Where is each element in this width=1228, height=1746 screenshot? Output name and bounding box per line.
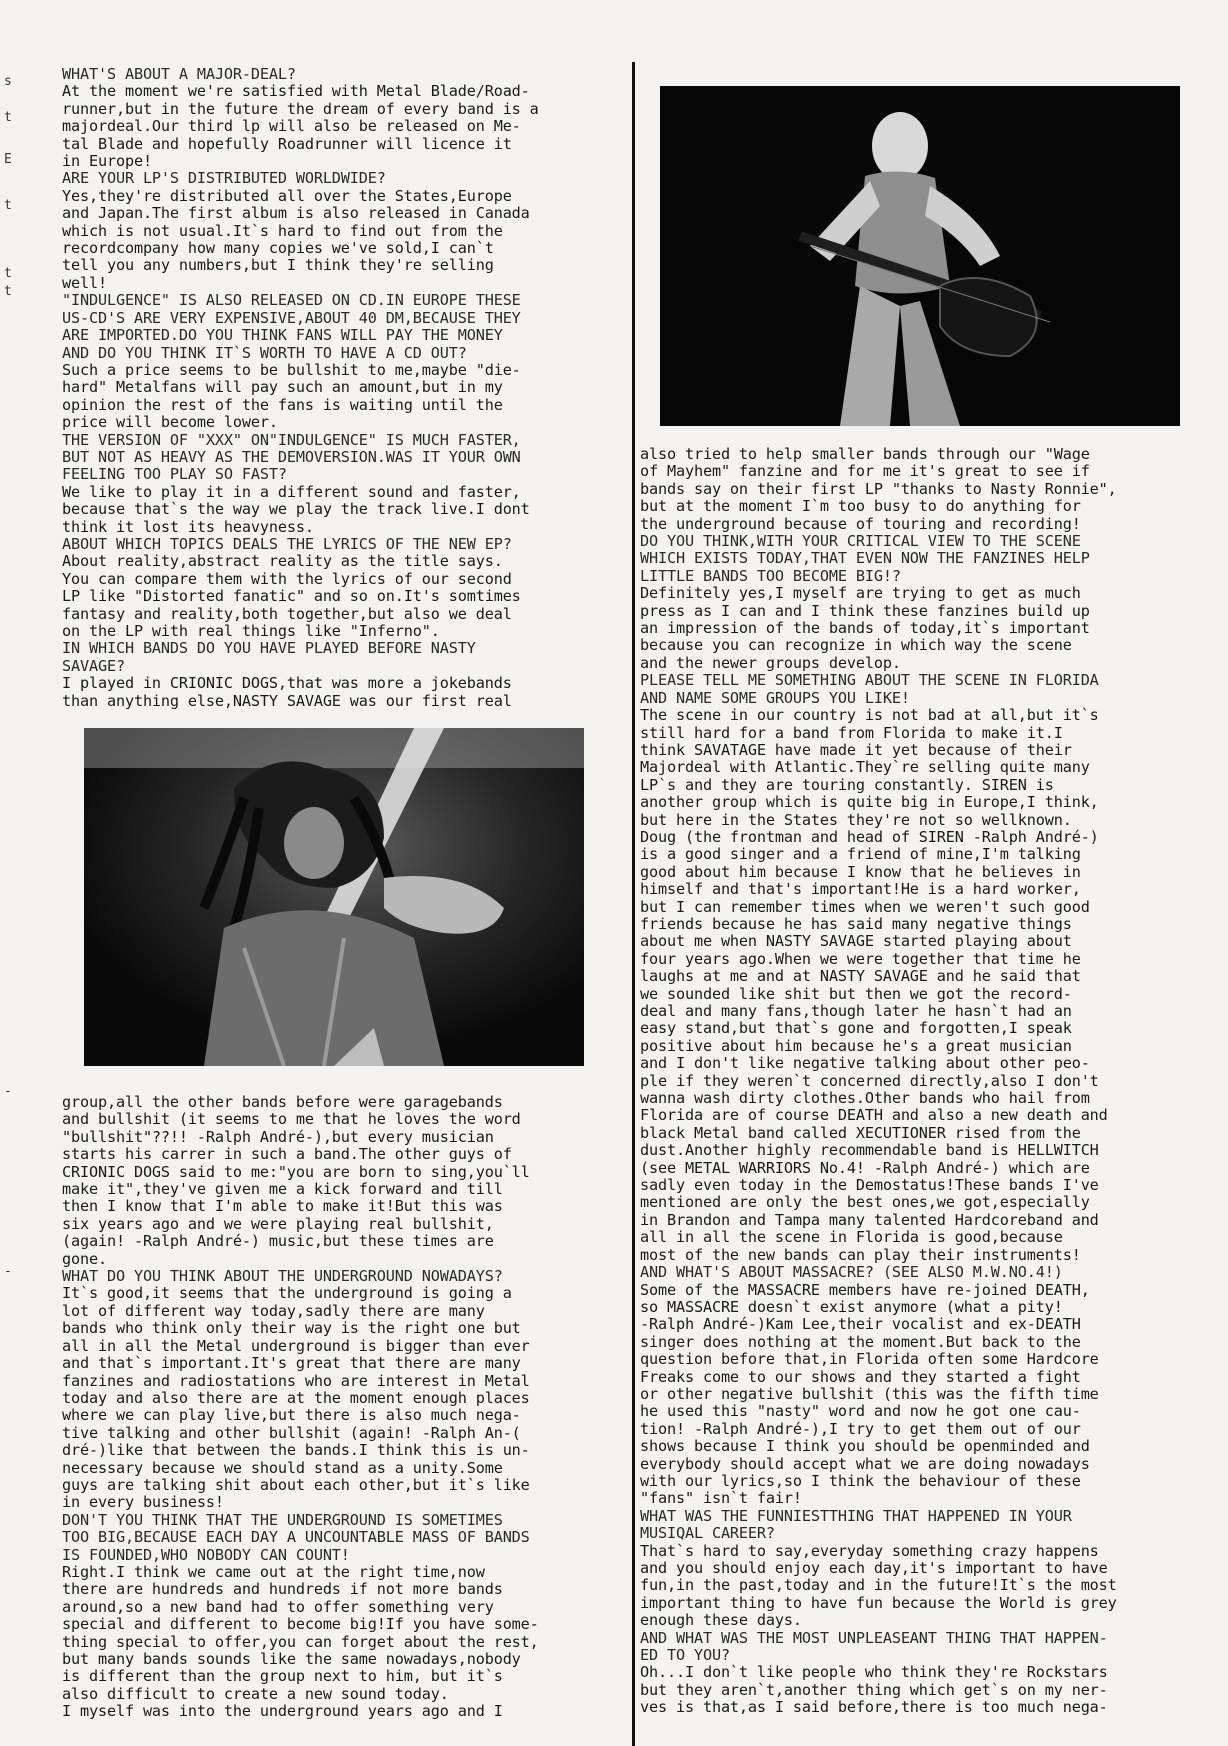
interview-answer-line: all in all the Metal underground is bigger than ever — [62, 1336, 530, 1355]
interview-answer-line: mentioned are only the best ones,we got,especially — [640, 1193, 1090, 1212]
interview-answer-line: opinion the rest of the fans is waiting until the — [62, 395, 503, 414]
interview-answer-line: four years ago.When we were together that time he — [640, 949, 1081, 968]
interview-question-line: PLEASE TELL ME SOMETHING ABOUT THE SCENE IN FLORIDA — [640, 671, 1099, 690]
interview-question-line: TOO BIG,BECAUSE EACH DAY A UNCOUNTABLE MASS OF BANDS — [62, 1528, 530, 1547]
interview-answer-line: You can compare them with the lyrics of our second — [62, 569, 512, 588]
interview-question-line: IS FOUNDED,WHO NOBODY CAN COUNT! — [62, 1545, 350, 1564]
interview-answer-line: ple if they weren`t concerned directly,also I don't — [640, 1071, 1099, 1090]
interview-answer-line: on the LP with real things like "Inferno". — [62, 622, 440, 640]
interview-question-line: AND DO YOU THINK IT`S WORTH TO HAVE A CD OUT? — [62, 343, 467, 362]
interview-question-line: BUT NOT AS HEAVY AS THE DEMOVERSION.WAS IT YOUR OWN — [62, 447, 521, 466]
interview-question-line: WHAT DO YOU THINK ABOUT THE UNDERGROUND NOWADAYS? — [62, 1267, 503, 1286]
interview-answer-line: -Ralph André-)Kam Lee,their vocalist and ex-DEATH — [640, 1315, 1081, 1334]
interview-answer-line: black Metal band called XECUTIONER rised from the — [640, 1123, 1081, 1142]
interview-answer-line: sadly even today in the Demostatus!These bands I've — [640, 1176, 1099, 1195]
interview-answer-line: The scene in our country is not bad at all,but it`s — [640, 706, 1099, 725]
interview-answer-line: recordcompany how many copies we've sold,I can`t — [62, 239, 494, 258]
interview-answer-line: Freaks come to our shows and they started a fight — [640, 1367, 1081, 1386]
interview-question-line: AND WHAT'S ABOUT MASSACRE? (SEE ALSO M.W.NO.4!) — [640, 1263, 1063, 1282]
interview-answer-line: and Japan.The first album is also released in Canada — [62, 204, 530, 223]
interview-question-line: "INDULGENCE" IS ALSO RELEASED ON CD.IN EUROPE THESE — [62, 291, 521, 310]
interview-answer-line: shows because I think you should be openminded and — [640, 1437, 1090, 1456]
interview-answer-line: bands who think only their way is the right one but — [62, 1319, 521, 1338]
interview-answer-line: At the moment we're satisfied with Metal Blade/Road- — [62, 82, 530, 101]
interview-answer-line: we sounded like shit but then we got the record- — [640, 984, 1072, 1003]
interview-answer-line: That`s hard to say,everyday something crazy happens — [640, 1541, 1099, 1560]
interview-question-line: FEELING TOO PLAY SO FAST? — [62, 465, 287, 484]
interview-question-line: MUSIQAL CAREER? — [640, 1524, 775, 1543]
interview-answer-line: but many bands sounds like the same nowadays,nobody — [62, 1650, 521, 1668]
interview-answer-line: laughs at me and at NASTY SAVAGE and he said that — [640, 967, 1081, 986]
interview-question-line: DON'T YOU THINK THAT THE UNDERGROUND IS SOMETIMES — [62, 1510, 503, 1529]
interview-answer-line: I myself was into the underground years ago and I — [62, 1702, 503, 1721]
interview-answer-line: "bullshit"??!! -Ralph André-),but every musician — [62, 1127, 494, 1146]
interview-answer-line: in every business! — [62, 1493, 224, 1512]
guitarist-photo-illustration — [660, 86, 1180, 426]
interview-answer-line: "fans" isn`t fair! — [640, 1489, 802, 1508]
interview-answer-line: important thing to have fun because the World is grey — [640, 1593, 1117, 1612]
interview-answer-line: because you can recognize in which way the scene — [640, 636, 1072, 655]
photo-singer-with-guitar — [84, 728, 584, 1066]
interview-answer-line: tell you any numbers,but I think they're selling — [62, 256, 494, 275]
interview-answer-line: fantasy and reality,both together,but also we deal — [62, 604, 512, 623]
interview-question-line: ARE IMPORTED.DO YOU THINK FANS WILL PAY THE MONEY — [62, 326, 503, 345]
interview-answer-line: than anything else,NASTY SAVAGE was our first real — [62, 691, 512, 710]
interview-answer-line: another group which is quite big in Europe,I think, — [640, 793, 1099, 812]
interview-question-line: IN WHICH BANDS DO YOU HAVE PLAYED BEFORE NASTY — [62, 639, 476, 658]
interview-answer-line: and that`s important.It's great that there are many — [62, 1354, 521, 1373]
interview-answer-line: dust.Another highly recommendable band is HELLWITCH — [640, 1141, 1099, 1160]
interview-answer-line: still hard for a band from Florida to make it.I — [640, 723, 1063, 742]
interview-answer-line: but here in the States they're not so wellknown. — [640, 810, 1072, 829]
interview-answer-line: then I know that I'm able to make it!But this was — [62, 1197, 503, 1216]
interview-answer-line: positive about him because he's a great musician — [640, 1036, 1072, 1055]
interview-answer-line: price will become lower. — [62, 413, 278, 432]
interview-answer-line: Definitely yes,I myself are trying to get as much — [640, 584, 1081, 603]
interview-answer-line: special and different to become big!If you have some- — [62, 1615, 539, 1634]
margin-letter: E — [4, 152, 12, 167]
margin-letter: - — [4, 1084, 12, 1099]
interview-question-line: THE VERSION OF "XXX" ON"INDULGENCE" IS MUCH FASTER, — [62, 430, 521, 449]
interview-answer-line: and bullshit (it seems to me that he loves the word — [62, 1110, 521, 1129]
interview-answer-line: everybody should accept what we are doing nowadays — [640, 1454, 1090, 1473]
interview-answer-line: majordeal.Our third lp will also be released on Me- — [62, 117, 521, 136]
interview-answer-line: fanzines and radiostations who are interest in Metal — [62, 1371, 530, 1390]
interview-answer-line: think SAVATAGE have made it yet because of their — [640, 740, 1072, 759]
interview-answer-line: with our lyrics,so I think the behaviour of these — [640, 1471, 1081, 1490]
column-divider — [632, 62, 635, 1746]
interview-answer-line: group,all the other bands before were garagebands — [62, 1093, 503, 1111]
interview-answer-line: but they aren`t,another thing which get`s on my ner- — [640, 1680, 1108, 1699]
interview-answer-line: because that`s the way we play the track live.I dont — [62, 500, 530, 519]
interview-answer-line: It`s good,it seems that the underground is going a — [62, 1284, 512, 1303]
interview-answer-line: which is not usual.It`s hard to find out from the — [62, 221, 503, 240]
interview-question-line: AND NAME SOME GROUPS YOU LIKE! — [640, 688, 910, 707]
interview-answer-line: tion! -Ralph André-),I try to get them out of our — [640, 1419, 1081, 1438]
interview-answer-line: also tried to help smaller bands through our "Wage — [640, 445, 1090, 463]
interview-answer-line: I played in CRIONIC DOGS,that was more a jokebands — [62, 674, 512, 693]
interview-answer-line: dré-)like that between the bands.I think this is un- — [62, 1441, 530, 1460]
interview-answer-line: (see METAL WARRIORS No.4! -Ralph André-) which are — [640, 1158, 1090, 1177]
interview-answer-line: gone. — [62, 1249, 107, 1268]
interview-answer-line: runner,but in the future the dream of every band is a — [62, 99, 539, 118]
interview-answer-line: thing special to offer,you can forget about the rest, — [62, 1632, 539, 1651]
interview-answer-line: LP`s and they are touring constantly. SIREN is — [640, 775, 1054, 794]
interview-answer-line: We like to play it in a different sound and faster, — [62, 482, 521, 501]
margin-letter: - — [4, 1264, 12, 1279]
interview-answer-line: Doug (the frontman and head of SIREN -Ralph André-) — [640, 827, 1099, 846]
interview-answer-line: Florida are of course DEATH and also a new death and — [640, 1106, 1108, 1125]
interview-answer-line: make it",they've given me a kick forward and till — [62, 1180, 503, 1199]
interview-answer-line: lot of different way today,sadly there are many — [62, 1301, 485, 1320]
interview-answer-line: most of the new bands can play their instruments! — [640, 1245, 1081, 1264]
interview-answer-line: himself and that's important!He is a hard worker, — [640, 880, 1081, 899]
interview-answer-line: where we can play live,but there is also much nega- — [62, 1406, 521, 1425]
interview-question-line: ED TO YOU? — [640, 1646, 730, 1665]
interview-answer-line: an impression of the bands of today,it`s important — [640, 619, 1090, 638]
interview-question-line: US-CD'S ARE VERY EXPENSIVE,ABOUT 40 DM,BECAUSE THEY — [62, 308, 521, 327]
interview-question-line: ARE YOUR LP'S DISTRIBUTED WORLDWIDE? — [62, 169, 386, 188]
interview-answer-line: also difficult to create a new sound today. — [62, 1684, 449, 1703]
interview-answer-line: question before that,in Florida often some Hardcore — [640, 1350, 1099, 1369]
interview-answer-line: friends because he has said many negative things — [640, 914, 1072, 933]
interview-answer-line: in Europe! — [62, 152, 152, 171]
interview-answer-line: but I can remember times when we weren't such good — [640, 897, 1090, 916]
interview-answer-line: is different than the group next to him, but it`s — [62, 1667, 503, 1686]
interview-answer-line: Majordeal with Atlantic.They`re selling quite many — [640, 758, 1090, 777]
interview-question-line: WHAT WAS THE FUNNIESTTHING THAT HAPPENED IN YOUR — [640, 1506, 1072, 1525]
interview-answer-line: deal and many fans,though later he hasn`t had an — [640, 1002, 1072, 1020]
interview-answer-line: there are hundreds and hundreds if not more bands — [62, 1580, 503, 1599]
interview-question-line: DO YOU THINK,WITH YOUR CRITICAL VIEW TO THE SCENE — [640, 532, 1081, 551]
interview-answer-line: (again! -Ralph André-) music,but these times are — [62, 1232, 494, 1251]
interview-answer-line: in Brandon and Tampa many talented Hardcoreband and — [640, 1210, 1099, 1229]
interview-answer-line: of Mayhem" fanzine and for me it's great to see if — [640, 462, 1090, 481]
interview-column-left-top — [62, 66, 622, 710]
interview-answer-line: around,so a new band had to offer something very — [62, 1597, 494, 1616]
interview-answer-line: easy stand,but that`s gone and forgotten,I speak — [640, 1019, 1072, 1038]
interview-question-line: LITTLE BANDS TOO BECOME BIG!? — [640, 566, 901, 585]
interview-answer-line: tive talking and other bullshit (again! -Ralph An-( — [62, 1423, 521, 1442]
interview-question-line: WHICH EXISTS TODAY,THAT EVEN NOW THE FANZINES HELP — [640, 549, 1090, 568]
singer-photo-illustration — [84, 728, 584, 1066]
interview-question-line: WHAT'S ABOUT A MAJOR-DEAL? — [62, 65, 296, 83]
interview-answer-line: Such a price seems to be bullshit to me,maybe "die- — [62, 360, 521, 379]
interview-answer-line: about me when NASTY SAVAGE started playing about — [640, 932, 1072, 951]
interview-answer-line: singer does nothing at the moment.But back to the — [640, 1332, 1081, 1351]
interview-answer-line: and I don't like negative talking about other peo- — [640, 1054, 1090, 1073]
interview-answer-line: Right.I think we came out at the right time,now — [62, 1562, 485, 1581]
interview-column-left-bottom — [62, 1094, 622, 1721]
interview-question-line: AND WHAT WAS THE MOST UNPLEASEANT THING THAT HAPPEN- — [640, 1628, 1108, 1647]
margin-letter: s — [4, 74, 12, 89]
interview-answer-line: today and also there are at the moment enough places — [62, 1388, 530, 1407]
interview-answer-line: fun,in the past,today and in the future!It`s the most — [640, 1576, 1117, 1595]
interview-answer-line: well! — [62, 273, 107, 292]
interview-answer-line: and the newer groups develop. — [640, 653, 901, 672]
interview-answer-line: bands say on their first LP "thanks to Nasty Ronnie", — [640, 479, 1117, 498]
interview-question-line: ABOUT WHICH TOPICS DEALS THE LYRICS OF THE NEW EP? — [62, 534, 512, 553]
interview-answer-line: CRIONIC DOGS said to me:"you are born to sing,you`ll — [62, 1162, 530, 1181]
interview-answer-line: wanna wash dirty clothes.Other bands who hail from — [640, 1089, 1090, 1108]
interview-answer-line: enough these days. — [640, 1611, 802, 1630]
margin-letter: t — [4, 284, 12, 299]
interview-answer-line: LP like "Distorted fanatic" and so on.It's somtimes — [62, 587, 521, 606]
interview-answer-line: press as I can and I think these fanzines build up — [640, 601, 1090, 620]
interview-answer-line: hard" Metalfans will pay such an amount,but in my — [62, 378, 503, 397]
interview-answer-line: six years ago and we were playing real bullshit, — [62, 1214, 494, 1233]
interview-answer-line: good about him because I know that he believes in — [640, 862, 1081, 881]
margin-letter: t — [4, 110, 12, 125]
interview-answer-line: and you should enjoy each day,it's important to have — [640, 1559, 1108, 1577]
interview-answer-line: the underground because of touring and recording! — [640, 514, 1081, 533]
interview-answer-line: he used this "nasty" word and now he got one cau- — [640, 1402, 1081, 1421]
interview-answer-line: Some of the MASSACRE members have re-joined DEATH, — [640, 1280, 1090, 1299]
interview-column-right — [640, 446, 1210, 1717]
interview-answer-line: so MASSACRE doesn`t exist anymore (what a pity! — [640, 1297, 1063, 1316]
margin-letter: t — [4, 266, 12, 281]
interview-question-line: SAVAGE? — [62, 656, 125, 675]
interview-answer-line: or other negative bullshit (this was the fifth time — [640, 1384, 1099, 1403]
interview-answer-line: starts his carrer in such a band.The other guys of — [62, 1145, 512, 1164]
interview-answer-line: think it lost its heavyness. — [62, 517, 314, 536]
margin-letter: t — [4, 198, 12, 213]
interview-answer-line: Yes,they're distributed all over the States,Europe — [62, 186, 512, 205]
interview-answer-line: tal Blade and hopefully Roadrunner will licence it — [62, 134, 512, 153]
interview-answer-line: is a good singer and a friend of mine,I'm talking — [640, 845, 1081, 864]
interview-answer-line: About reality,abstract reality as the title says. — [62, 552, 503, 571]
interview-answer-line: Oh...I don`t like people who think they're Rockstars — [640, 1663, 1108, 1682]
photo-guitarist-playing — [660, 86, 1180, 426]
interview-answer-line: necessary because we should stand as a unity.Some — [62, 1458, 503, 1477]
interview-answer-line: but at the moment I`m too busy to do anything for — [640, 497, 1081, 516]
interview-answer-line: guys are talking shit about each other,but it`s like — [62, 1475, 530, 1494]
interview-answer-line: ves is that,as I said before,there is too much nega- — [640, 1698, 1108, 1717]
interview-answer-line: all in all the scene in Florida is good,because — [640, 1228, 1063, 1247]
